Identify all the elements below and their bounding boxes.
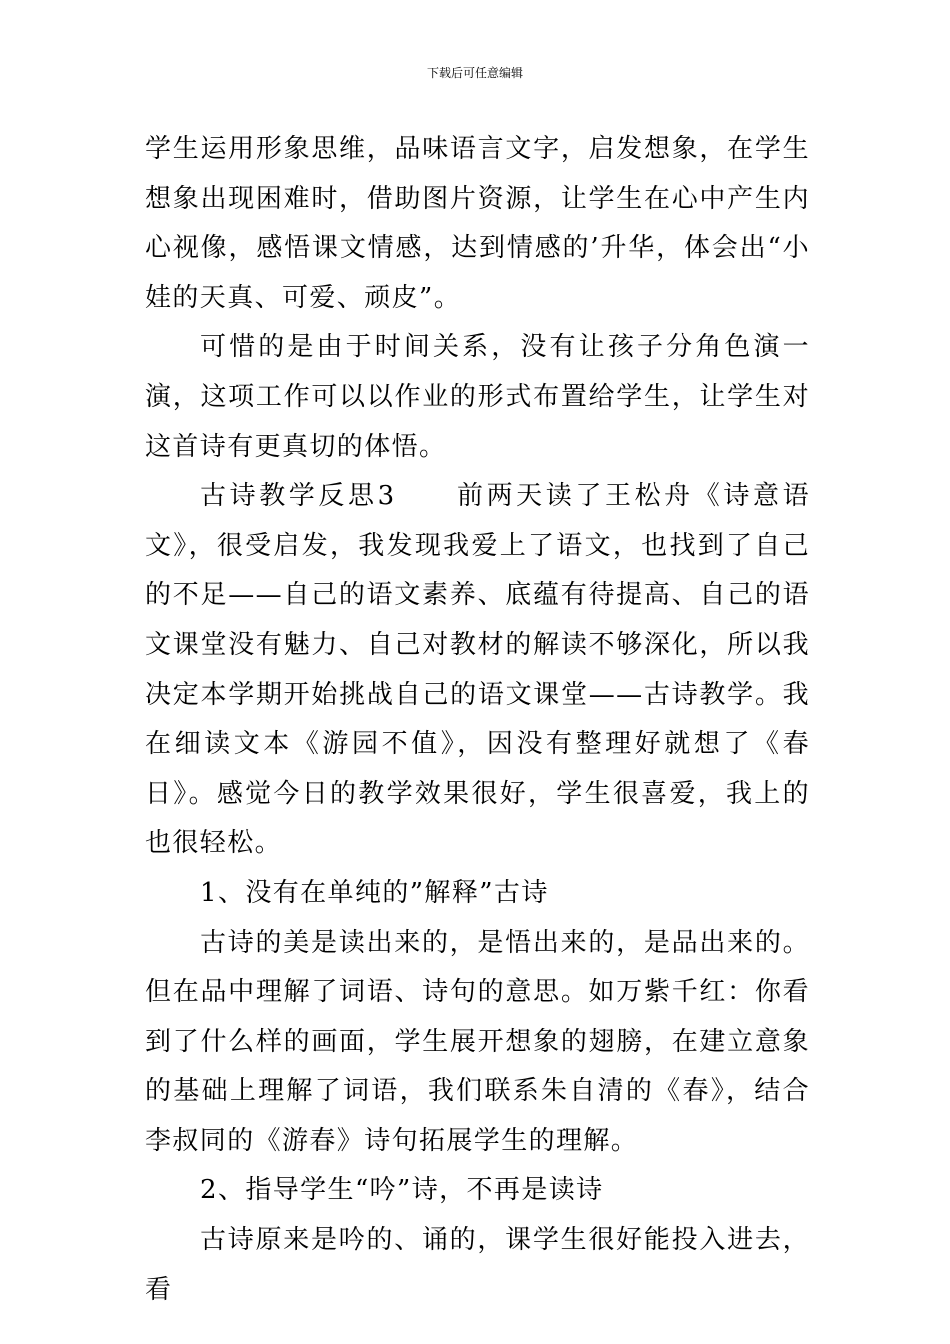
paragraph-1: 学生运用形象思维，品味语言文字，启发想象，在学生想象出现困难时，借助图片资源，让学生在心中产生内心视像，感悟课文情感，达到情感的’升华，体会出“小娃的天真、可爱、顽皮”。 [145,134,810,313]
paragraph-6-heading: 2、指导学生“吟”诗，不再是读诗 [200,1175,604,1206]
page-header: 下载后可任意编辑 [426,66,523,80]
paragraph-2: 可惜的是由于时间关系，没有让孩子分角色演一演，这项工作可以以作业的形式布置给学生，让学生对这首诗有更真切的体悟。 [145,332,810,462]
paragraph-7: 古诗原来是吟的、诵的，课学生很好能投入进去，看 [145,1225,810,1305]
paragraph-4-heading: 1、没有在单纯的”解释”古诗 [200,877,549,908]
document-body [145,125,810,1315]
paragraph-5: 古诗的美是读出来的，是悟出来的，是品出来的。但在品中理解了词语、诗句的意思。如万紫千红：你看到了什么样的画面，学生展开想象的翅膀，在建立意象的基础上理解了词语，我们联系朱自清的《春》，结合李叔同的《游春》诗句拓展学生的理解。 [145,927,810,1156]
paragraph-3: 古诗教学反思3 前两天读了王松舟《诗意语文》，很受启发，我发现我爱上了语文，也找到了自己的不足——自己的语文素养、底蕴有待提高、自己的语文课堂没有魅力、自己对教材的解读不够深化，所以我决定本学期开始挑战自己的语文课堂——古诗教学。我在细读文本《游园不值》，因没有整理好就想了《春日》。感觉今日的教学效果很好，学生很喜爱，我上的也很轻松。 [145,481,810,859]
